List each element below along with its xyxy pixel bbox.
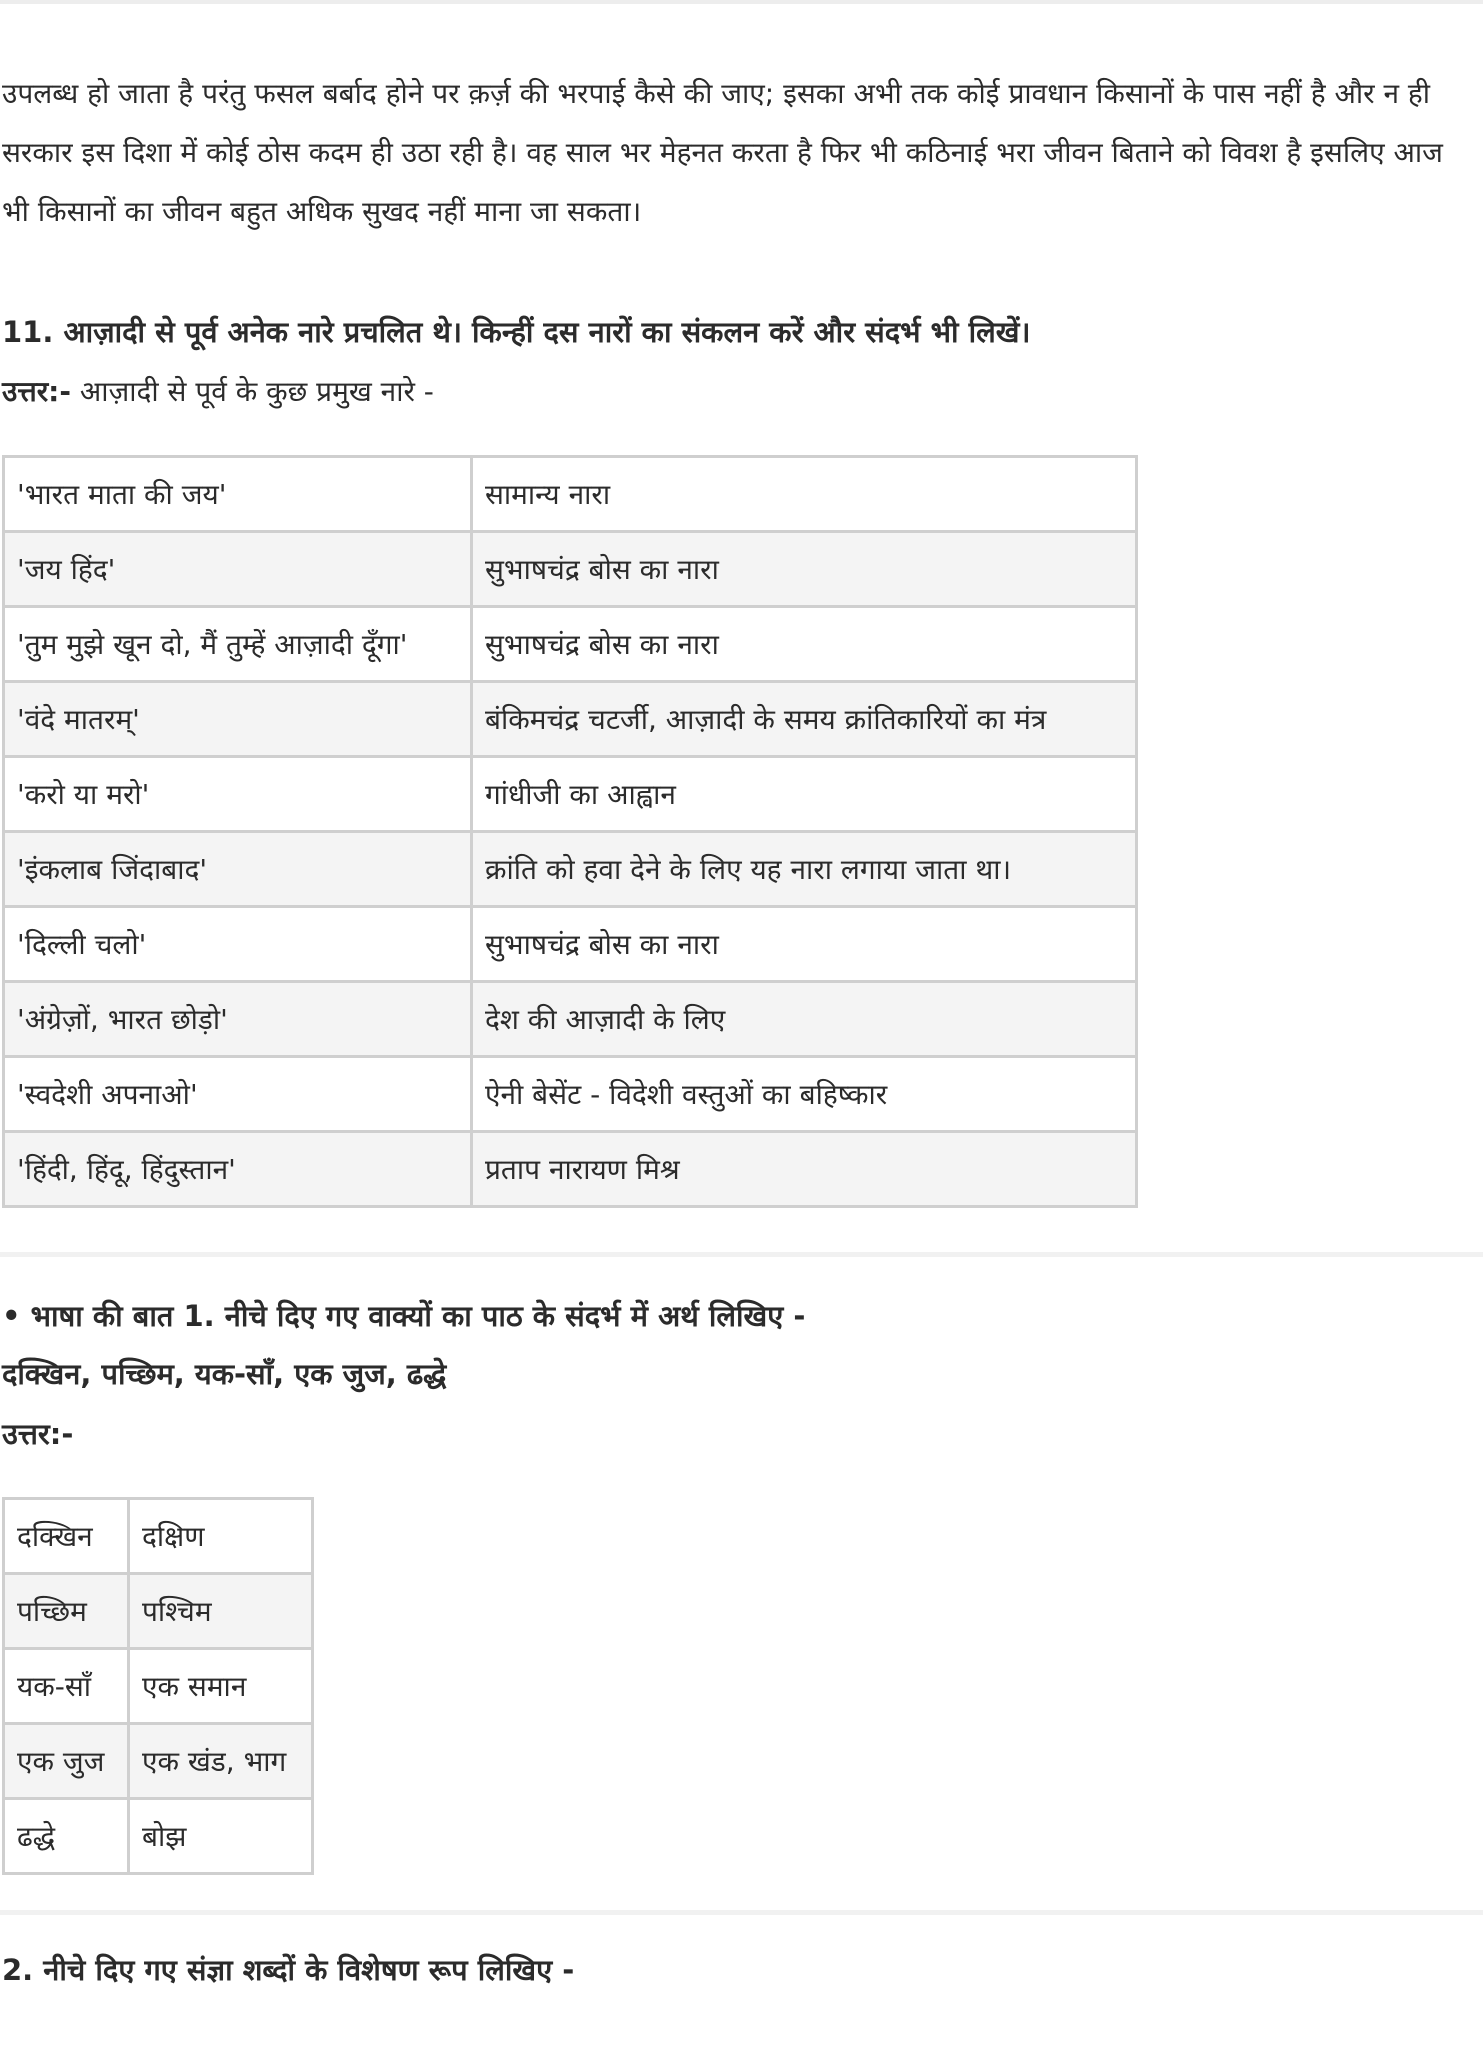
- table-row: [4, 832, 1137, 907]
- table-row: [4, 1499, 313, 1574]
- context-cell: ऐनी बेसेंट - विदेशी वस्तुओं का बहिष्कार: [472, 1057, 1137, 1132]
- table-row: [4, 607, 1137, 682]
- context-cell: गांधीजी का आह्वान: [472, 757, 1137, 832]
- slogan-cell: 'इंकलाब जिंदाबाद': [4, 832, 472, 907]
- slogan-cell: 'स्वदेशी अपनाओ': [4, 1057, 472, 1132]
- table-row: [4, 907, 1137, 982]
- context-cell: प्रताप नारायण मिश्र: [472, 1132, 1137, 1207]
- table-row: [4, 1132, 1137, 1207]
- slogan-cell: 'अंग्रेज़ों, भारत छोड़ो': [4, 982, 472, 1057]
- meaning-cell: बोझ: [129, 1799, 313, 1874]
- meaning-cell: एक समान: [129, 1649, 313, 1724]
- table-row: [4, 682, 1137, 757]
- table-row: [4, 757, 1137, 832]
- answer-text: आज़ादी से पूर्व के कुछ प्रमुख नारे -: [70, 375, 434, 408]
- answer-label: उत्तर:-: [2, 375, 71, 408]
- word-cell: यक-साँ: [4, 1649, 129, 1724]
- question-2: 2. नीचे दिए गए संज्ञा शब्दों के विशेषण रूप लिखिए -: [2, 1953, 575, 1987]
- bhasha-answer-label: उत्तर:-: [2, 1417, 74, 1451]
- table-row: [4, 1057, 1137, 1132]
- meaning-cell: पश्चिम: [129, 1574, 313, 1649]
- question-11: 11. आज़ादी से पूर्व अनेक नारे प्रचलित थे। किन्हीं दस नारों का संकलन करें और संदर्भ भी लिखें।: [2, 315, 1031, 349]
- meaning-cell: एक खंड, भाग: [129, 1724, 313, 1799]
- word-cell: ढद्धे: [4, 1799, 129, 1874]
- table-row: [4, 1799, 313, 1874]
- slogan-cell: 'भारत माता की जय': [4, 457, 472, 532]
- slogan-cell: 'तुम मुझे खून दो, मैं तुम्हें आज़ादी दूँगा': [4, 607, 472, 682]
- slogan-cell: 'दिल्ली चलो': [4, 907, 472, 982]
- context-cell: सुभाषचंद्र बोस का नारा: [472, 607, 1137, 682]
- slogan-cell: 'हिंदी, हिंदू, हिंदुस्तान': [4, 1132, 472, 1207]
- context-cell: सुभाषचंद्र बोस का नारा: [472, 532, 1137, 607]
- table-row: [4, 457, 1137, 532]
- intro-paragraph: उपलब्ध हो जाता है परंतु फसल बर्बाद होने पर क़र्ज़ की भरपाई कैसे की जाए; इसका अभी तक कोई प्रावधान किसानों के पास नहीं है और न ही सरकार इस दिशा में कोई ठोस कदम ही उठा रही है। वह साल भर मेहनत करता है फिर भी कठिनाई भरा जीवन बिताने को विवश है इसलिए आज भी किसानों का जीवन बहुत अधिक सुखद नहीं माना जा सकता।: [2, 77, 1443, 228]
- word-cell: दक्खिन: [4, 1499, 129, 1574]
- section-divider: [0, 1252, 1483, 1257]
- table-row: [4, 1649, 313, 1724]
- context-cell: सुभाषचंद्र बोस का नारा: [472, 907, 1137, 982]
- context-cell: सामान्य नारा: [472, 457, 1137, 532]
- meaning-cell: दक्षिण: [129, 1499, 313, 1574]
- answer-11: [2, 372, 434, 410]
- section-divider: [0, 1910, 1483, 1915]
- context-cell: बंकिमचंद्र चटर्जी, आज़ादी के समय क्रांतिकारियों का मंत्र: [472, 682, 1137, 757]
- slogan-cell: 'करो या मरो': [4, 757, 472, 832]
- bhasha-question: • भाषा की बात 1. नीचे दिए गए वाक्यों का पाठ के संदर्भ में अर्थ लिखिए -: [2, 1299, 806, 1333]
- context-cell: देश की आज़ादी के लिए: [472, 982, 1137, 1057]
- slogans-table: [2, 455, 1138, 1208]
- slogan-cell: 'जय हिंद': [4, 532, 472, 607]
- word-cell: एक जुज: [4, 1724, 129, 1799]
- word-cell: पच्छिम: [4, 1574, 129, 1649]
- slogan-cell: 'वंदे मातरम्': [4, 682, 472, 757]
- top-divider: [0, 0, 1483, 4]
- bhasha-words-line: दक्खिन, पच्छिम, यक-साँ, एक जुज, ढद्धे: [2, 1357, 447, 1391]
- word-meaning-table: [2, 1497, 314, 1875]
- table-row: [4, 532, 1137, 607]
- table-row: [4, 1724, 313, 1799]
- table-row: [4, 982, 1137, 1057]
- table-row: [4, 1574, 313, 1649]
- context-cell: क्रांति को हवा देने के लिए यह नारा लगाया जाता था।: [472, 832, 1137, 907]
